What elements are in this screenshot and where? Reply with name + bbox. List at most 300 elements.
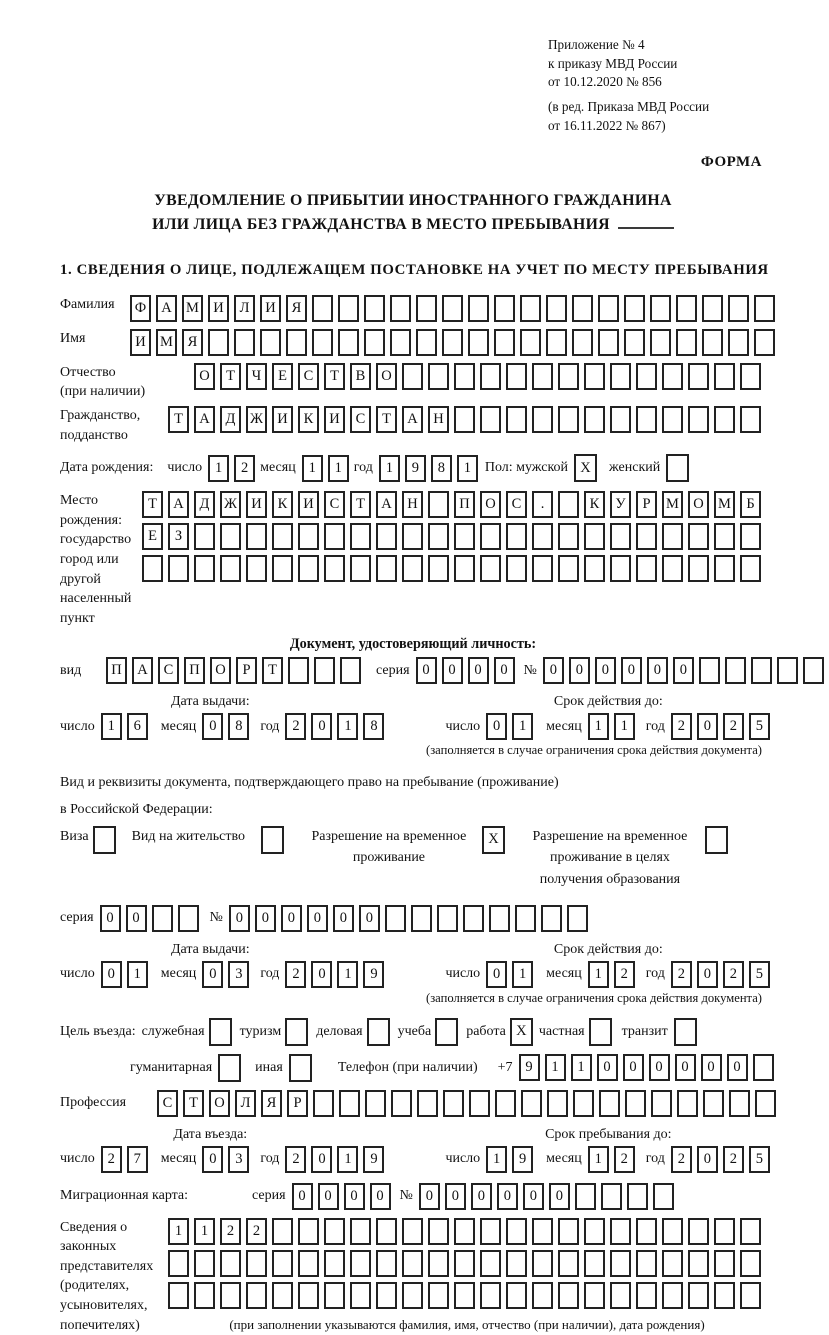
char-cell[interactable]: [584, 363, 605, 390]
char-cell[interactable]: Т: [262, 657, 283, 684]
char-cell[interactable]: [740, 406, 761, 433]
char-cell[interactable]: [662, 1250, 683, 1277]
char-cell[interactable]: [428, 363, 449, 390]
char-cell[interactable]: [662, 363, 683, 390]
char-cell[interactable]: [402, 363, 423, 390]
char-cell[interactable]: [688, 363, 709, 390]
char-cell[interactable]: 0: [549, 1183, 570, 1210]
char-cell[interactable]: [194, 1250, 215, 1277]
char-cell[interactable]: [575, 1183, 596, 1210]
char-cell[interactable]: 2: [285, 961, 306, 988]
char-cell[interactable]: 1: [545, 1054, 566, 1081]
char-cell[interactable]: И: [246, 491, 267, 518]
char-cell[interactable]: [558, 406, 579, 433]
char-cell[interactable]: [480, 1218, 501, 1245]
char-cell[interactable]: [350, 523, 371, 550]
char-cell[interactable]: 1: [337, 713, 358, 740]
char-cell[interactable]: [688, 555, 709, 582]
char-cell[interactable]: О: [480, 491, 501, 518]
char-cell[interactable]: [636, 523, 657, 550]
char-cell[interactable]: 2: [671, 961, 692, 988]
char-cell[interactable]: 6: [127, 713, 148, 740]
char-cell[interactable]: [350, 1218, 371, 1245]
char-cell[interactable]: [298, 555, 319, 582]
char-cell[interactable]: С: [158, 657, 179, 684]
char-cell[interactable]: [272, 523, 293, 550]
char-cell[interactable]: [584, 1282, 605, 1309]
char-cell[interactable]: [428, 1218, 449, 1245]
char-cell[interactable]: [376, 1218, 397, 1245]
char-cell[interactable]: [515, 905, 536, 932]
char-cell[interactable]: [546, 329, 567, 356]
char-cell[interactable]: Р: [236, 657, 257, 684]
char-cell[interactable]: [168, 1282, 189, 1309]
char-cell[interactable]: 2: [614, 961, 635, 988]
sex-female-checkbox[interactable]: [666, 454, 689, 482]
char-cell[interactable]: [729, 1090, 750, 1117]
char-cell[interactable]: [428, 491, 449, 518]
char-cell[interactable]: Т: [168, 406, 189, 433]
char-cell[interactable]: [416, 329, 437, 356]
char-cell[interactable]: 2: [234, 455, 255, 482]
char-cell[interactable]: [610, 555, 631, 582]
char-cell[interactable]: [676, 295, 697, 322]
char-cell[interactable]: [364, 295, 385, 322]
char-cell[interactable]: Р: [636, 491, 657, 518]
char-cell[interactable]: Т: [142, 491, 163, 518]
char-cell[interactable]: И: [130, 329, 151, 356]
char-cell[interactable]: Л: [234, 295, 255, 322]
char-cell[interactable]: Т: [350, 491, 371, 518]
char-cell[interactable]: И: [324, 406, 345, 433]
char-cell[interactable]: [506, 1250, 527, 1277]
char-cell[interactable]: [168, 555, 189, 582]
char-cell[interactable]: [547, 1090, 568, 1117]
char-cell[interactable]: [601, 1183, 622, 1210]
char-cell[interactable]: [402, 1218, 423, 1245]
char-cell[interactable]: [714, 555, 735, 582]
char-cell[interactable]: [506, 363, 527, 390]
char-cell[interactable]: [740, 523, 761, 550]
char-cell[interactable]: [442, 329, 463, 356]
char-cell[interactable]: [454, 523, 475, 550]
char-cell[interactable]: [454, 1282, 475, 1309]
char-cell[interactable]: 7: [127, 1146, 148, 1173]
char-cell[interactable]: [428, 1250, 449, 1277]
char-cell[interactable]: А: [168, 491, 189, 518]
char-cell[interactable]: [714, 1218, 735, 1245]
char-cell[interactable]: [390, 295, 411, 322]
char-cell[interactable]: [142, 555, 163, 582]
char-cell[interactable]: [428, 1282, 449, 1309]
char-cell[interactable]: [740, 555, 761, 582]
char-cell[interactable]: [469, 1090, 490, 1117]
char-cell[interactable]: [558, 1282, 579, 1309]
char-cell[interactable]: 2: [723, 713, 744, 740]
char-cell[interactable]: 0: [697, 961, 718, 988]
char-cell[interactable]: [234, 329, 255, 356]
char-cell[interactable]: [340, 657, 361, 684]
char-cell[interactable]: [572, 295, 593, 322]
char-cell[interactable]: [454, 406, 475, 433]
char-cell[interactable]: 1: [101, 713, 122, 740]
char-cell[interactable]: 1: [379, 455, 400, 482]
char-cell[interactable]: [246, 555, 267, 582]
char-cell[interactable]: П: [454, 491, 475, 518]
char-cell[interactable]: [246, 1250, 267, 1277]
char-cell[interactable]: [339, 1090, 360, 1117]
rvp-education-checkbox[interactable]: [705, 826, 728, 854]
char-cell[interactable]: О: [688, 491, 709, 518]
char-cell[interactable]: [272, 1250, 293, 1277]
char-cell[interactable]: П: [184, 657, 205, 684]
char-cell[interactable]: [480, 1282, 501, 1309]
char-cell[interactable]: 8: [228, 713, 249, 740]
char-cell[interactable]: [246, 1282, 267, 1309]
char-cell[interactable]: 9: [363, 1146, 384, 1173]
char-cell[interactable]: К: [272, 491, 293, 518]
char-cell[interactable]: [599, 1090, 620, 1117]
char-cell[interactable]: [610, 1282, 631, 1309]
char-cell[interactable]: И: [272, 406, 293, 433]
char-cell[interactable]: 9: [519, 1054, 540, 1081]
char-cell[interactable]: И: [208, 295, 229, 322]
char-cell[interactable]: [298, 1282, 319, 1309]
char-cell[interactable]: 0: [281, 905, 302, 932]
char-cell[interactable]: 0: [675, 1054, 696, 1081]
char-cell[interactable]: [584, 406, 605, 433]
char-cell[interactable]: 0: [202, 1146, 223, 1173]
char-cell[interactable]: [178, 905, 199, 932]
visa-checkbox[interactable]: [93, 826, 116, 854]
char-cell[interactable]: 0: [621, 657, 642, 684]
char-cell[interactable]: [313, 1090, 334, 1117]
char-cell[interactable]: 0: [697, 1146, 718, 1173]
char-cell[interactable]: [480, 555, 501, 582]
char-cell[interactable]: [376, 1250, 397, 1277]
char-cell[interactable]: [506, 555, 527, 582]
char-cell[interactable]: [532, 1282, 553, 1309]
char-cell[interactable]: 0: [359, 905, 380, 932]
char-cell[interactable]: [480, 406, 501, 433]
char-cell[interactable]: [324, 555, 345, 582]
char-cell[interactable]: [740, 363, 761, 390]
char-cell[interactable]: [636, 1250, 657, 1277]
char-cell[interactable]: [541, 905, 562, 932]
char-cell[interactable]: [532, 523, 553, 550]
sex-male-checkbox[interactable]: X: [574, 454, 597, 482]
char-cell[interactable]: [751, 657, 772, 684]
char-cell[interactable]: Е: [272, 363, 293, 390]
char-cell[interactable]: 0: [311, 713, 332, 740]
char-cell[interactable]: [468, 295, 489, 322]
char-cell[interactable]: [494, 329, 515, 356]
char-cell[interactable]: [480, 523, 501, 550]
purpose-work-checkbox[interactable]: X: [510, 1018, 533, 1046]
char-cell[interactable]: [546, 295, 567, 322]
char-cell[interactable]: [662, 406, 683, 433]
char-cell[interactable]: 3: [228, 1146, 249, 1173]
char-cell[interactable]: О: [376, 363, 397, 390]
char-cell[interactable]: [755, 1090, 776, 1117]
char-cell[interactable]: [324, 1218, 345, 1245]
char-cell[interactable]: [428, 555, 449, 582]
char-cell[interactable]: [651, 1090, 672, 1117]
char-cell[interactable]: [365, 1090, 386, 1117]
char-cell[interactable]: 0: [471, 1183, 492, 1210]
char-cell[interactable]: 0: [673, 657, 694, 684]
char-cell[interactable]: [703, 1090, 724, 1117]
char-cell[interactable]: [662, 1218, 683, 1245]
char-cell[interactable]: С: [506, 491, 527, 518]
char-cell[interactable]: А: [402, 406, 423, 433]
char-cell[interactable]: 0: [727, 1054, 748, 1081]
char-cell[interactable]: [402, 1282, 423, 1309]
char-cell[interactable]: [558, 1250, 579, 1277]
char-cell[interactable]: [390, 329, 411, 356]
char-cell[interactable]: [532, 1250, 553, 1277]
char-cell[interactable]: [495, 1090, 516, 1117]
char-cell[interactable]: 5: [749, 961, 770, 988]
char-cell[interactable]: [272, 555, 293, 582]
char-cell[interactable]: Е: [142, 523, 163, 550]
char-cell[interactable]: [402, 1250, 423, 1277]
char-cell[interactable]: У: [610, 491, 631, 518]
char-cell[interactable]: [286, 329, 307, 356]
char-cell[interactable]: [636, 555, 657, 582]
char-cell[interactable]: 1: [486, 1146, 507, 1173]
char-cell[interactable]: 0: [202, 713, 223, 740]
char-cell[interactable]: [702, 295, 723, 322]
char-cell[interactable]: 0: [307, 905, 328, 932]
char-cell[interactable]: С: [350, 406, 371, 433]
char-cell[interactable]: [391, 1090, 412, 1117]
char-cell[interactable]: [610, 1218, 631, 1245]
char-cell[interactable]: 0: [126, 905, 147, 932]
char-cell[interactable]: [714, 523, 735, 550]
char-cell[interactable]: [272, 1218, 293, 1245]
char-cell[interactable]: И: [298, 491, 319, 518]
char-cell[interactable]: [338, 295, 359, 322]
char-cell[interactable]: [220, 523, 241, 550]
char-cell[interactable]: [688, 523, 709, 550]
char-cell[interactable]: О: [194, 363, 215, 390]
char-cell[interactable]: 1: [208, 455, 229, 482]
char-cell[interactable]: 0: [623, 1054, 644, 1081]
char-cell[interactable]: [598, 295, 619, 322]
char-cell[interactable]: [454, 1218, 475, 1245]
char-cell[interactable]: [312, 329, 333, 356]
char-cell[interactable]: С: [298, 363, 319, 390]
char-cell[interactable]: [728, 329, 749, 356]
purpose-tourism-checkbox[interactable]: [285, 1018, 308, 1046]
char-cell[interactable]: 1: [328, 455, 349, 482]
char-cell[interactable]: [402, 523, 423, 550]
char-cell[interactable]: П: [106, 657, 127, 684]
char-cell[interactable]: 0: [419, 1183, 440, 1210]
char-cell[interactable]: 1: [168, 1218, 189, 1245]
char-cell[interactable]: Д: [194, 491, 215, 518]
char-cell[interactable]: [558, 491, 579, 518]
char-cell[interactable]: Д: [220, 406, 241, 433]
char-cell[interactable]: [402, 555, 423, 582]
char-cell[interactable]: [480, 1250, 501, 1277]
char-cell[interactable]: Н: [402, 491, 423, 518]
char-cell[interactable]: [208, 329, 229, 356]
char-cell[interactable]: [338, 329, 359, 356]
char-cell[interactable]: В: [350, 363, 371, 390]
char-cell[interactable]: [728, 295, 749, 322]
char-cell[interactable]: 0: [697, 713, 718, 740]
char-cell[interactable]: 0: [333, 905, 354, 932]
char-cell[interactable]: С: [324, 491, 345, 518]
char-cell[interactable]: [506, 1282, 527, 1309]
char-cell[interactable]: Т: [376, 406, 397, 433]
char-cell[interactable]: [636, 363, 657, 390]
char-cell[interactable]: 2: [220, 1218, 241, 1245]
char-cell[interactable]: 0: [311, 961, 332, 988]
char-cell[interactable]: 0: [597, 1054, 618, 1081]
char-cell[interactable]: [714, 363, 735, 390]
char-cell[interactable]: 0: [100, 905, 121, 932]
char-cell[interactable]: 8: [363, 713, 384, 740]
char-cell[interactable]: 0: [202, 961, 223, 988]
char-cell[interactable]: 0: [569, 657, 590, 684]
char-cell[interactable]: 0: [318, 1183, 339, 1210]
char-cell[interactable]: [573, 1090, 594, 1117]
char-cell[interactable]: [442, 295, 463, 322]
char-cell[interactable]: [650, 329, 671, 356]
char-cell[interactable]: 0: [255, 905, 276, 932]
char-cell[interactable]: Т: [220, 363, 241, 390]
char-cell[interactable]: 1: [512, 961, 533, 988]
char-cell[interactable]: Б: [740, 491, 761, 518]
char-cell[interactable]: [454, 1250, 475, 1277]
char-cell[interactable]: [699, 657, 720, 684]
char-cell[interactable]: [246, 523, 267, 550]
char-cell[interactable]: 2: [101, 1146, 122, 1173]
char-cell[interactable]: 0: [445, 1183, 466, 1210]
char-cell[interactable]: [753, 1054, 774, 1081]
char-cell[interactable]: 2: [671, 713, 692, 740]
char-cell[interactable]: [624, 295, 645, 322]
char-cell[interactable]: [454, 363, 475, 390]
char-cell[interactable]: [677, 1090, 698, 1117]
char-cell[interactable]: [532, 363, 553, 390]
char-cell[interactable]: 0: [543, 657, 564, 684]
char-cell[interactable]: [688, 1250, 709, 1277]
char-cell[interactable]: [803, 657, 824, 684]
char-cell[interactable]: [688, 1218, 709, 1245]
char-cell[interactable]: [443, 1090, 464, 1117]
char-cell[interactable]: [558, 1218, 579, 1245]
char-cell[interactable]: 2: [671, 1146, 692, 1173]
char-cell[interactable]: [558, 555, 579, 582]
char-cell[interactable]: 5: [749, 713, 770, 740]
char-cell[interactable]: [777, 657, 798, 684]
char-cell[interactable]: [740, 1218, 761, 1245]
char-cell[interactable]: [532, 406, 553, 433]
char-cell[interactable]: 1: [127, 961, 148, 988]
char-cell[interactable]: 0: [701, 1054, 722, 1081]
char-cell[interactable]: М: [182, 295, 203, 322]
char-cell[interactable]: 0: [649, 1054, 670, 1081]
char-cell[interactable]: [636, 1218, 657, 1245]
char-cell[interactable]: 2: [285, 713, 306, 740]
char-cell[interactable]: 0: [311, 1146, 332, 1173]
char-cell[interactable]: Ч: [246, 363, 267, 390]
char-cell[interactable]: [194, 523, 215, 550]
char-cell[interactable]: [489, 905, 510, 932]
char-cell[interactable]: [610, 406, 631, 433]
char-cell[interactable]: [521, 1090, 542, 1117]
char-cell[interactable]: 5: [749, 1146, 770, 1173]
rvp-checkbox[interactable]: X: [482, 826, 505, 854]
char-cell[interactable]: 0: [344, 1183, 365, 1210]
char-cell[interactable]: А: [376, 491, 397, 518]
char-cell[interactable]: 9: [512, 1146, 533, 1173]
char-cell[interactable]: [324, 1250, 345, 1277]
char-cell[interactable]: [714, 406, 735, 433]
char-cell[interactable]: Н: [428, 406, 449, 433]
char-cell[interactable]: О: [210, 657, 231, 684]
char-cell[interactable]: [468, 329, 489, 356]
char-cell[interactable]: 1: [588, 961, 609, 988]
purpose-commercial-checkbox[interactable]: [367, 1018, 390, 1046]
char-cell[interactable]: 0: [647, 657, 668, 684]
char-cell[interactable]: 0: [292, 1183, 313, 1210]
char-cell[interactable]: [740, 1250, 761, 1277]
char-cell[interactable]: 0: [468, 657, 489, 684]
char-cell[interactable]: [740, 1282, 761, 1309]
char-cell[interactable]: Ф: [130, 295, 151, 322]
char-cell[interactable]: [627, 1183, 648, 1210]
char-cell[interactable]: [376, 555, 397, 582]
char-cell[interactable]: 1: [194, 1218, 215, 1245]
char-cell[interactable]: [624, 329, 645, 356]
char-cell[interactable]: 0: [523, 1183, 544, 1210]
char-cell[interactable]: О: [209, 1090, 230, 1117]
char-cell[interactable]: 2: [285, 1146, 306, 1173]
char-cell[interactable]: [220, 555, 241, 582]
char-cell[interactable]: [220, 1282, 241, 1309]
char-cell[interactable]: Т: [183, 1090, 204, 1117]
char-cell[interactable]: Я: [261, 1090, 282, 1117]
char-cell[interactable]: 1: [588, 713, 609, 740]
char-cell[interactable]: [494, 295, 515, 322]
char-cell[interactable]: [754, 295, 775, 322]
char-cell[interactable]: 0: [370, 1183, 391, 1210]
char-cell[interactable]: [584, 555, 605, 582]
char-cell[interactable]: [272, 1282, 293, 1309]
char-cell[interactable]: [260, 329, 281, 356]
char-cell[interactable]: [532, 1218, 553, 1245]
char-cell[interactable]: [662, 523, 683, 550]
char-cell[interactable]: З: [168, 523, 189, 550]
char-cell[interactable]: [152, 905, 173, 932]
char-cell[interactable]: [558, 363, 579, 390]
char-cell[interactable]: [437, 905, 458, 932]
char-cell[interactable]: [725, 657, 746, 684]
char-cell[interactable]: М: [156, 329, 177, 356]
char-cell[interactable]: 2: [723, 961, 744, 988]
char-cell[interactable]: 1: [512, 713, 533, 740]
char-cell[interactable]: 8: [431, 455, 452, 482]
char-cell[interactable]: Ж: [246, 406, 267, 433]
char-cell[interactable]: [676, 329, 697, 356]
char-cell[interactable]: [463, 905, 484, 932]
purpose-other-checkbox[interactable]: [289, 1054, 312, 1082]
